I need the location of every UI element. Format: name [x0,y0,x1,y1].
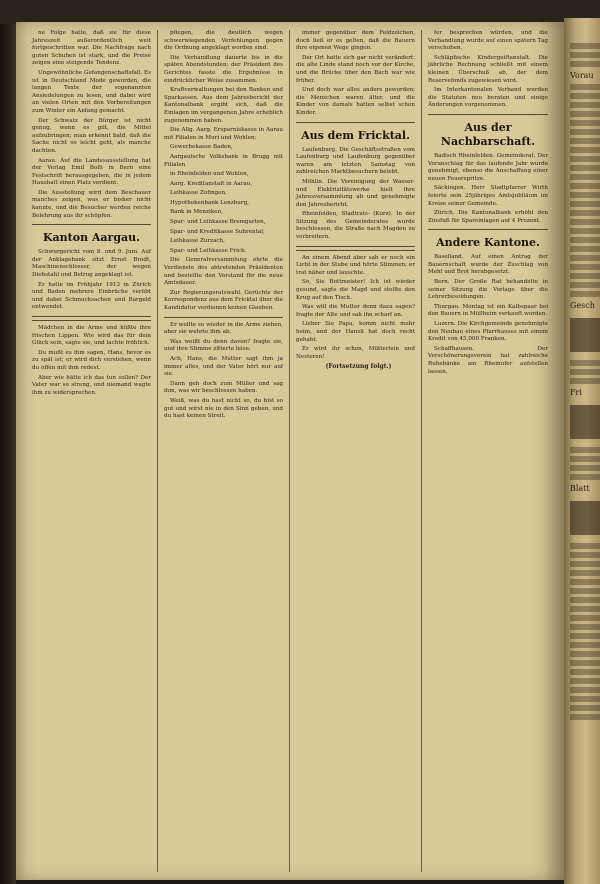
paragraph: Was weißt du denn davon? fragte sie, und ihre Stimme zitterte leise. [164,338,283,353]
paragraph: Er wollte so wieder in die Arme ziehen, aber sie wehrte ihm ab. [164,321,283,336]
paragraph: Aarau. Auf die Landesausstellung hat der Verlag Emil Bolli in Bern eine Festschrift herausgegeben, die in jedem Haushalt einen Platz verdient. [32,157,151,187]
paragraph: So, Sie Bottmeister! Ich ist wieder gesund, sagte die Magd und stellte den Krug auf den Tisch. [296,279,415,301]
book-spine [0,24,16,884]
divider [296,122,415,123]
paragraph: Säckingen. Herr Stadtpfarrer Wirth feierte sein 25jähriges Amtsjubiläum im Kreise seiner Gemeinde. [428,185,548,207]
paragraph: Und doch war alles anders geworden; die Menschen waren älter, und die Kinder von damals hatten selbst schon Kinder. [296,87,415,116]
column-1 [26,30,158,872]
list-item: Leihkasse Zurzach, [170,238,225,245]
ad-block [570,501,600,535]
paragraph: Weiß, was du hast nicht so, du bist so gut und wirst nie in den Sinn geben, und du hast keinen Streit. [164,397,283,420]
continued-note: (Fortsetzung folgt.) [325,363,392,371]
paragraph: Die Generalversammlung ehrte die Verdienste des abtretenden Präsidenten und bestellte den Vorstand für die neue Amtsdauer. [164,257,283,287]
paragraph: Ach, Hans, die Mutter sagt ihm ja immer alles, und der Vater hört nur auf sie. [164,355,283,378]
paragraph: Die Verhandlung dauerte bis in die späten Abendstunden; der Präsident des Gerichtes fasste die Ergebnisse in eindrücklicher Weise zusammen. [164,54,283,84]
divider [32,316,151,321]
list-item: Gewerbekasse Baden, [170,144,233,151]
section-heading: Andere Kantone. [436,236,540,250]
section-heading: Aus der Nachbarschaft. [440,120,536,148]
paragraph: Laufenburg. Die Geschäftsstraßen vom Laufenburg und Laufenburg gegenüber waren am letzten Samstag von zahlreichen Marktbesuchern belebt. [296,146,415,176]
divider [164,317,283,318]
paragraph: Mädchen in die Arme und küßte ihre frischen Lippen. Wie wird das für dein Glück sein, sagte sie, und lachte fröhlich. [32,325,151,347]
list-heading: Die Allg. Aarg. Ersparniskasse in Aarau mit Filialen in Muri und Wohlen: [164,127,283,141]
paragraph: Der Schwatz der Bürger ist nicht genug, wenn es gilt, die Mittel aufzubringen; man erkennt bald, daß die Sache nicht so leicht geht, als manche dachten. [32,117,151,154]
section-heading: Aus dem Fricktal. [301,128,410,142]
paragraph: An einem Abend aber sah er noch ein Licht in der Stube und hörte Stimmen; er trat näher und lauschte. [296,254,415,276]
divider [296,246,415,251]
adjacent-page-text [570,40,600,860]
paragraph: Lieber Sie Papa, komm nicht mehr heim, und der Hansli hat doch recht gehabt. [296,321,415,343]
paragraph: Der Ort hatte sich gar nicht verändert: die alte Linde stand noch vor der Kirche, und die Brücke über den Bach war wie früher. [296,54,415,84]
paragraph: Schläpfische Kindergeiftanstalt. Die jährliche Rechnung schließt mit einem kleinen Überschuß ab, der dem Reservefonds zugewiesen wird. [428,54,548,84]
list-item: Spar- und Leihkasse Frick. [170,247,247,254]
list-item: Spar- und Leihkasse Bremgarten, [170,219,266,226]
edge-word: Fri [570,388,582,397]
paragraph: Thurgau. Montag ist ein Kalbspaar bei den Bauern in Müllheim verkauft worden. [428,303,548,318]
paragraph: Aber wie hätte ich das tun sollen? Der Vater war so streng, und niemand wagte ihm zu widersprechen. [32,374,151,396]
paragraph: Er wird ihr schon, Mütterlein und Nesteren! [296,346,415,360]
paragraph: Rheinfelden, Stadtrats- (Kurz). In der Sitzung des Gemeinderates wurde beschlossen, die Straße nach Magden zu verbreitern. [296,211,415,241]
bank-list [164,144,283,255]
columns [26,30,554,872]
paragraph: Im Interkantonalen Verband wurden die Statuten neu beraten und einige Änderungen vorgenommen. [428,87,548,109]
paragraph: Bern. Der Große Rat behandelte in seiner Sitzung die Vorlage über die Lehrerbesoldungen. [428,279,548,301]
paragraph: pflegen, die deutlich wegen schwerwiegenden Verfehlungen gegen die Ordnung angeklagt worden sind. [164,30,283,52]
edge-word: Gesch [570,301,595,310]
edge-word: Vorau [570,71,594,80]
paragraph: Schwurgericht vom 8. und 9. Juni. Auf der Anklagebank sitzt Ernst Brodt, Maschinenschlosser, der wegen Diebstahl und Betrug angeklagt ist. [32,249,151,279]
column-4 [422,30,554,872]
list-item: Aarg. Kreditanstalt in Aarau, [170,180,253,187]
paragraph: Die Ausstellung wird dem Beschauer manches zeigen, was er bisher nicht kannte, und die Besucher werden reiche Belehrung aus ihr schöpfen. [32,189,151,219]
paragraph: fer besprechen würden, und die Verhandlung wurde auf einen spätern Tag verschoben. [428,30,548,52]
list-item: Aargauische Volksbank in Brugg mit Filialen [164,153,283,168]
paragraph: Zur Regierungsratswahl. Gerüchte der Korrespondenz aus dem Fricktal über die Kandidatur verdienen keinen Glauben. [164,289,283,311]
paragraph: Badisch Rheinfelden. Gemeinderat. Der Voranschlag für das laufende Jahr wurde genehmigt, ebenso die Anschaffung einer neuen Feuerspritze. [428,152,548,182]
ad-block [570,405,600,439]
list-item: Spar- und Kreditkasse Suhrental, [170,228,265,235]
paragraph: Kraftverwaltungen bei den Banken und Sparkassen. Aus dem Jahresbericht der Kantonalbank ergibt sich, daß die Einlagen im vergangenen Jahre erheblich zugenommen haben. [164,87,283,124]
ad-block [570,318,600,352]
divider [428,114,548,115]
list-item: Hypothekenbank Lenzburg, [170,199,249,206]
divider [428,229,548,230]
paragraph: Was will die Mutter denn dazu sagen? fragte der Alte und sah ihn scharf an. [296,304,415,318]
paragraph: Dann geh doch zum Müller und sag ihm, was wir beschlossen haben. [164,380,283,395]
paragraph: Möhlin. Die Vereinigung der Wasser- und Elektrizitätswerke hielt ihre Jahresversammlung ab und genehmigte den Jahresbericht. [296,178,415,208]
paragraph: Zürich. Die Kantonalbank erhöht den Zinsfuß für Spareinlagen auf 4 Prozent. [428,210,548,224]
column-3 [290,30,422,872]
list-item: Bank in Menziken, [170,209,223,216]
paragraph: ne Folge hatte, daß sie für diese Jahreszeit außerordentlich weit fortgeschritten war. Die Nachfrage nach guten Schuhen ist stark, und die Preise zeigen eine steigende Tendenz. [32,30,151,67]
paragraph: Schaffhausen. Der Verschönerungsverein hat zahlreiche Ruhebänke am Rheinufer aufstellen lassen. [428,345,548,375]
newspaper-page [16,22,564,880]
list-item: in Rheinfelden und Wohlen, [170,171,249,178]
divider [32,224,151,225]
section-heading: Kanton Aargau. [42,231,141,245]
paragraph: Er hatte im Frühjahr 1913 in Zürich und Baden mehrere Einbrüche verübt und dabei Schmucksachen und Bargeld entwendet. [32,281,151,311]
paragraph: immer gegenüber dem Feldzeichen, doch ließ er es gelten, daß die Bauern ihre eigenen Wege gingen. [296,30,415,52]
paragraph: Baselland. Auf einen Antrag der Bauernschaft wurde der Zuschlag von Mehl und Brot herabgesetzt. [428,254,548,276]
paragraph: Du mußt es ihm sagen, Hans, bevor es zu spät ist; er wird dich verstehen, wenn du offen mit ihm redest. [32,349,151,371]
paragraph: Ungewöhnliche Gefangenschaftsfall. Es ist in Deutschland Mode geworden, die langen Texte der sogenannten Ansiedelungen zu lesen, und dabei wird an vielen Orten mit den Vorbereitungen zum Winter ein Anfang gemacht. [32,69,151,114]
paragraph: Luzern. Die Kirchgemeinde genehmigte den Neubau eines Pfarrhauses mit einem Kredit von 45,000 Franken. [428,321,548,343]
edge-word: Blatt [570,484,590,493]
list-item: Leihkasse Zofingen, [170,190,227,197]
column-2 [158,30,290,872]
binding-top [0,0,600,24]
